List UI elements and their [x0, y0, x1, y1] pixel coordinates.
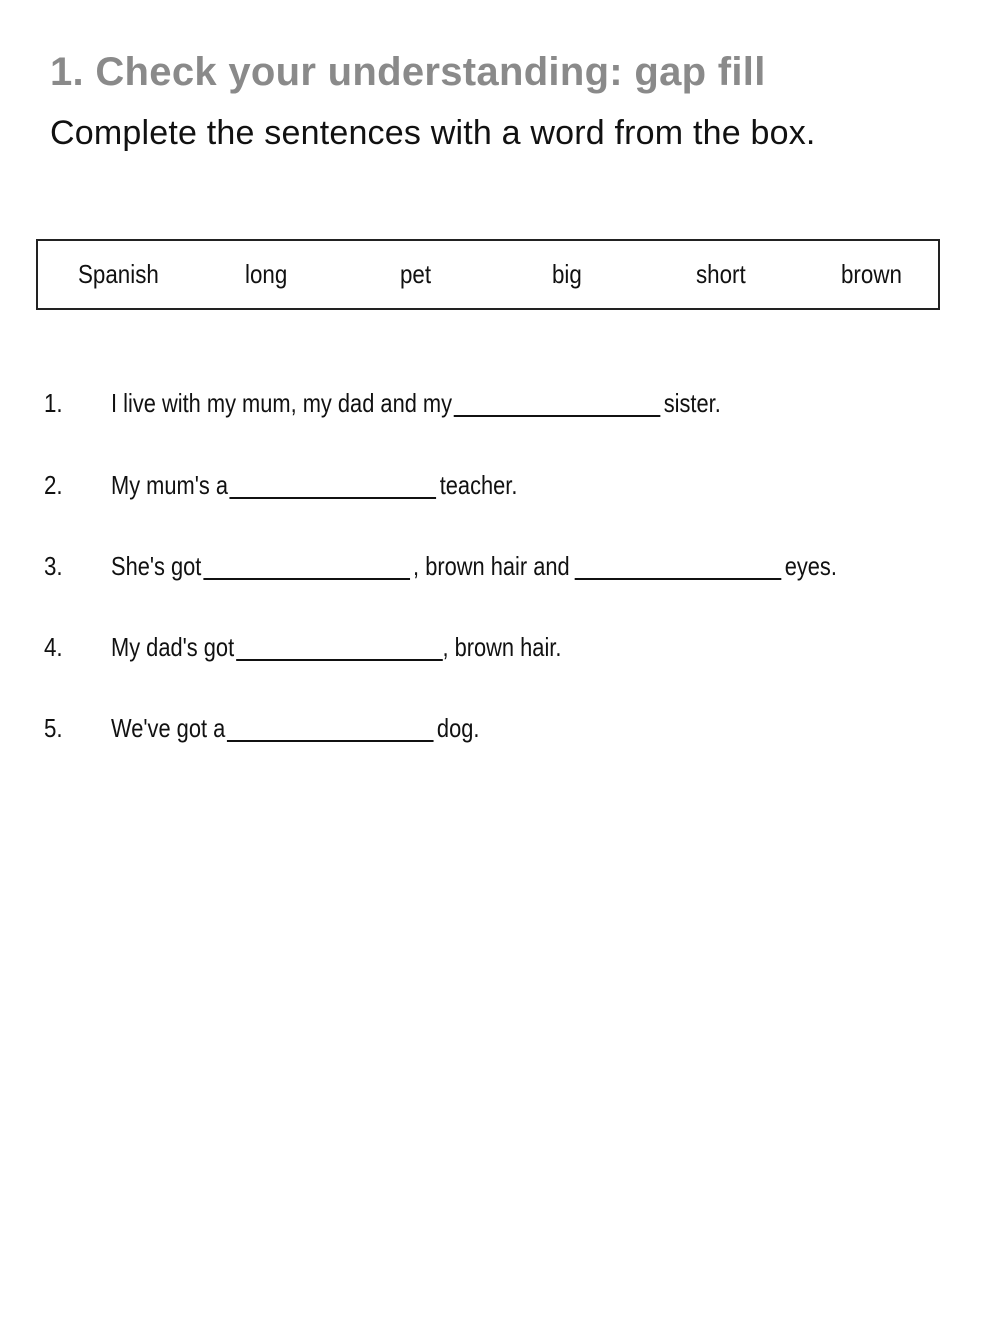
sentence-5: [0, 713, 1000, 753]
page-title: 1. Check your understanding: gap fill: [50, 50, 766, 94]
sentence-text: [111, 632, 561, 663]
sentence-3: [0, 551, 1000, 591]
word-box: [36, 239, 940, 310]
sentence-number: 4.: [44, 632, 63, 662]
sentence-after: eyes.: [784, 551, 837, 581]
gap-blank-4[interactable]: [236, 633, 443, 661]
word-pet: pet: [400, 259, 432, 289]
sentence-before: My mum's a: [111, 470, 229, 500]
sentence-after: dog.: [436, 713, 480, 743]
sentence-after: , brown hair.: [442, 632, 562, 662]
word-short: short: [696, 259, 746, 289]
word-spanish: Spanish: [78, 259, 159, 289]
sentence-text: [111, 388, 721, 419]
sentence-middle: , brown hair and: [413, 551, 570, 581]
sentence-text: [111, 713, 479, 744]
sentence-number: 3.: [44, 551, 63, 581]
gap-blank-1[interactable]: [454, 389, 661, 417]
instruction-text: Complete the sentences with a word from the box.: [50, 114, 816, 152]
word-brown: brown: [841, 259, 902, 289]
sentence-after: teacher.: [439, 470, 518, 500]
word-big: big: [552, 259, 582, 289]
word-long: long: [245, 259, 288, 289]
sentence-text: [111, 470, 517, 501]
sentence-number: 5.: [44, 713, 63, 743]
sentence-text: [111, 551, 837, 582]
sentence-4: [0, 632, 1000, 672]
sentence-2: [0, 470, 1000, 510]
sentence-before: My dad's got: [111, 632, 235, 662]
gap-blank-3b[interactable]: [575, 552, 782, 580]
gap-blank-3a[interactable]: [203, 552, 410, 580]
gap-blank-5[interactable]: [227, 714, 434, 742]
sentence-number: 2.: [44, 470, 63, 500]
sentence-after: sister.: [663, 388, 721, 418]
sentence-number: 1.: [44, 388, 63, 418]
sentence-before: I live with my mum, my dad and my: [111, 388, 453, 418]
sentence-before: She's got: [111, 551, 202, 581]
sentence-1: [0, 388, 1000, 428]
sentence-before: We've got a: [111, 713, 226, 743]
gap-blank-2[interactable]: [230, 471, 437, 499]
